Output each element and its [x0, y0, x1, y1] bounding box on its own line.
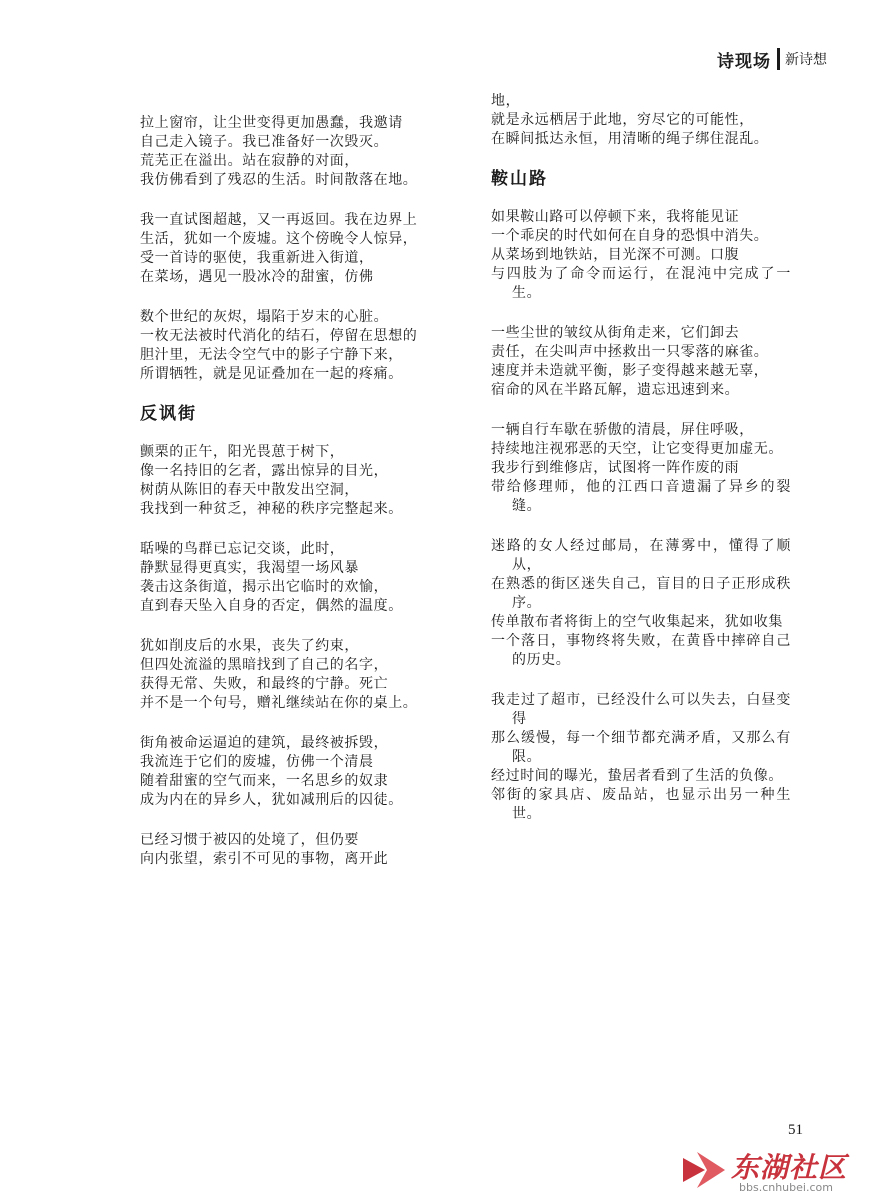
- poem-line: 自己走入镜子。我已准备好一次毁灭。: [140, 134, 389, 150]
- poem-line: 树荫从陈旧的春天中散发出空洞，: [140, 482, 359, 498]
- poem-line: 从菜场到地铁站，目光深不可测。口腹: [491, 247, 740, 263]
- poem-line: 数个世纪的灰烬，塌陷于岁末的心脏。: [140, 309, 389, 325]
- poem-line: 但四处流溢的黑暗找到了自己的名字，: [140, 657, 389, 673]
- poem-line: 街角被命运逼迫的建筑，最终被拆毁，: [140, 735, 389, 751]
- watermark-name: 东湖社区: [731, 1151, 848, 1184]
- stanza: [140, 540, 445, 616]
- watermark-url: bbs.cnhubei.com: [739, 1181, 833, 1194]
- poem-line: 我一直试图超越，又一再返回。我在边界上: [140, 212, 418, 228]
- poem-line: 一个乖戾的时代如何在自身的恐惧中消失。: [491, 228, 769, 244]
- poem-line: 成为内在的异乡人，犹如减刑后的囚徒。: [140, 792, 403, 808]
- stanza: [140, 734, 445, 810]
- poem-line: 邻街的家具店、废品站，也显示出另一种生世。: [491, 787, 791, 822]
- stanza: [140, 114, 445, 190]
- poem-line: 受一首诗的驱使，我重新进入街道，: [140, 250, 374, 266]
- poem-line: 传单散布者将街上的空气收集起来，犹如收集: [491, 614, 783, 630]
- poem-line: 速度并未造就平衡，影子变得越来越无辜，: [491, 363, 769, 379]
- stanza: [140, 637, 445, 713]
- poem-line: 持续地注视邪恶的天空，让它变得更加虚无。: [491, 441, 783, 457]
- poem-line: 在熟悉的街区迷失自己，盲目的日子正形成秩序。: [491, 576, 791, 611]
- header-divider: [777, 48, 780, 70]
- stanza: [491, 324, 791, 400]
- poem-line: 聒噪的鸟群已忘记交谈，此时，: [140, 541, 345, 557]
- poem-title-fanfeng-street: 反讽街: [140, 404, 197, 424]
- right-column: [491, 92, 791, 845]
- poem-line: 犹如削皮后的水果，丧失了约束，: [140, 638, 359, 654]
- left-column: [140, 114, 445, 890]
- poem-line: 我找到一种贫乏，神秘的秩序完整起来。: [140, 501, 403, 517]
- poem-line: 静默显得更真实，我渴望一场风暴: [140, 560, 359, 576]
- poem-line: 迷路的女人经过邮局，在薄雾中，懂得了顺从，: [491, 538, 791, 573]
- poem-line: 拉上窗帘，让尘世变得更加愚蠢，我邀请: [140, 115, 403, 131]
- poem-line: 在菜场，遇见一股冰冷的甜蜜，仿佛: [140, 269, 374, 285]
- stanza: [140, 211, 445, 287]
- poem-line: 获得无常、失败，和最终的宁静。死亡: [140, 676, 389, 692]
- poem-line: 经过时间的曝光，蛰居者看到了生活的负像。: [491, 768, 783, 784]
- poem-line: 我走过了超市，已经没什么可以失去，白昼变得: [491, 692, 791, 727]
- stanza: [491, 537, 791, 670]
- poem-line: 我流连于它们的废墟，仿佛一个清晨: [140, 754, 374, 770]
- subsection-title: 新诗想: [785, 52, 827, 68]
- poem-stanzas-a: [140, 114, 445, 384]
- poem-stanzas-a: [491, 92, 791, 149]
- watermark: [679, 1142, 869, 1194]
- poem-line: 一些尘世的皱纹从街角走来，它们卸去: [491, 325, 740, 341]
- stanza: [140, 443, 445, 519]
- poem-line: 在瞬间抵达永恒，用清晰的绳子绑住混乱。: [491, 131, 769, 147]
- poem-line: 颤栗的正午，阳光畏葸于树下，: [140, 444, 345, 460]
- poem-line: 一辆自行车歇在骄傲的清晨，屏住呼吸，: [491, 422, 754, 438]
- poem-line: 与四肢为了命令而运行，在混沌中完成了一生。: [491, 266, 791, 301]
- poem-line: 我步行到维修店，试图将一阵作废的雨: [491, 460, 740, 476]
- stanza: [491, 92, 791, 149]
- poem-line: 随着甜蜜的空气而来，一名思乡的奴隶: [140, 773, 389, 789]
- poem-line: 一枚无法被时代消化的结石，停留在思想的: [140, 328, 418, 344]
- section-title: 诗现场: [717, 51, 771, 72]
- stanza: [140, 308, 445, 384]
- poem-stanzas-b: [140, 443, 445, 869]
- poem-line: 宿命的风在半路瓦解，遗忘迅速到来。: [491, 382, 740, 398]
- poem-line: 袭击这条街道，揭示出它临时的欢愉，: [140, 579, 389, 595]
- stanza: [140, 831, 445, 869]
- stanza: [491, 691, 791, 824]
- watermark-logo-icon: [679, 1148, 729, 1192]
- stanza: [491, 208, 791, 303]
- poem-line: 已经习惯于被囚的处境了，但仍要: [140, 832, 359, 848]
- poem-title-anshan-road: 鞍山路: [491, 169, 548, 189]
- poem-line: 一个落日，事物终将失败，在黄昏中摔碎自己的历史。: [491, 633, 791, 668]
- poem-line: 并不是一个句号，赠礼继续站在你的桌上。: [140, 695, 418, 711]
- poem-line: 那么缓慢，每一个细节都充满矛盾，又那么有限。: [491, 730, 791, 765]
- poem-stanzas-b: [491, 208, 791, 824]
- poem-line: 生活，犹如一个废墟。这个傍晚令人惊异，: [140, 231, 418, 247]
- poem-line: 像一名持旧的乞者，露出惊异的目光，: [140, 463, 389, 479]
- poem-line: 地，: [491, 93, 521, 109]
- poem-line: 如果鞍山路可以停顿下来，我将能见证: [491, 209, 740, 225]
- poem-line: 就是永远栖居于此地，穷尽它的可能性，: [491, 112, 754, 128]
- poem-line: 带给修理师，他的江西口音遗漏了异乡的裂缝。: [491, 479, 791, 514]
- page-number: 51: [788, 1122, 803, 1138]
- poem-line: 胆汁里，无法令空气中的影子宁静下来，: [140, 347, 403, 363]
- poem-line: 所谓牺牲，就是见证叠加在一起的疼痛。: [140, 366, 403, 382]
- poem-line: 直到春天坠入自身的否定，偶然的温度。: [140, 598, 403, 614]
- poem-line: 我仿佛看到了残忍的生活。时间散落在地。: [140, 172, 418, 188]
- page-header: [717, 44, 827, 74]
- poem-line: 向内张望，索引不可见的事物，离开此: [140, 851, 389, 867]
- poem-line: 责任，在尖叫声中拯救出一只零落的麻雀。: [491, 344, 769, 360]
- poem-line: 荒芜正在溢出。站在寂静的对面，: [140, 153, 359, 169]
- stanza: [491, 421, 791, 516]
